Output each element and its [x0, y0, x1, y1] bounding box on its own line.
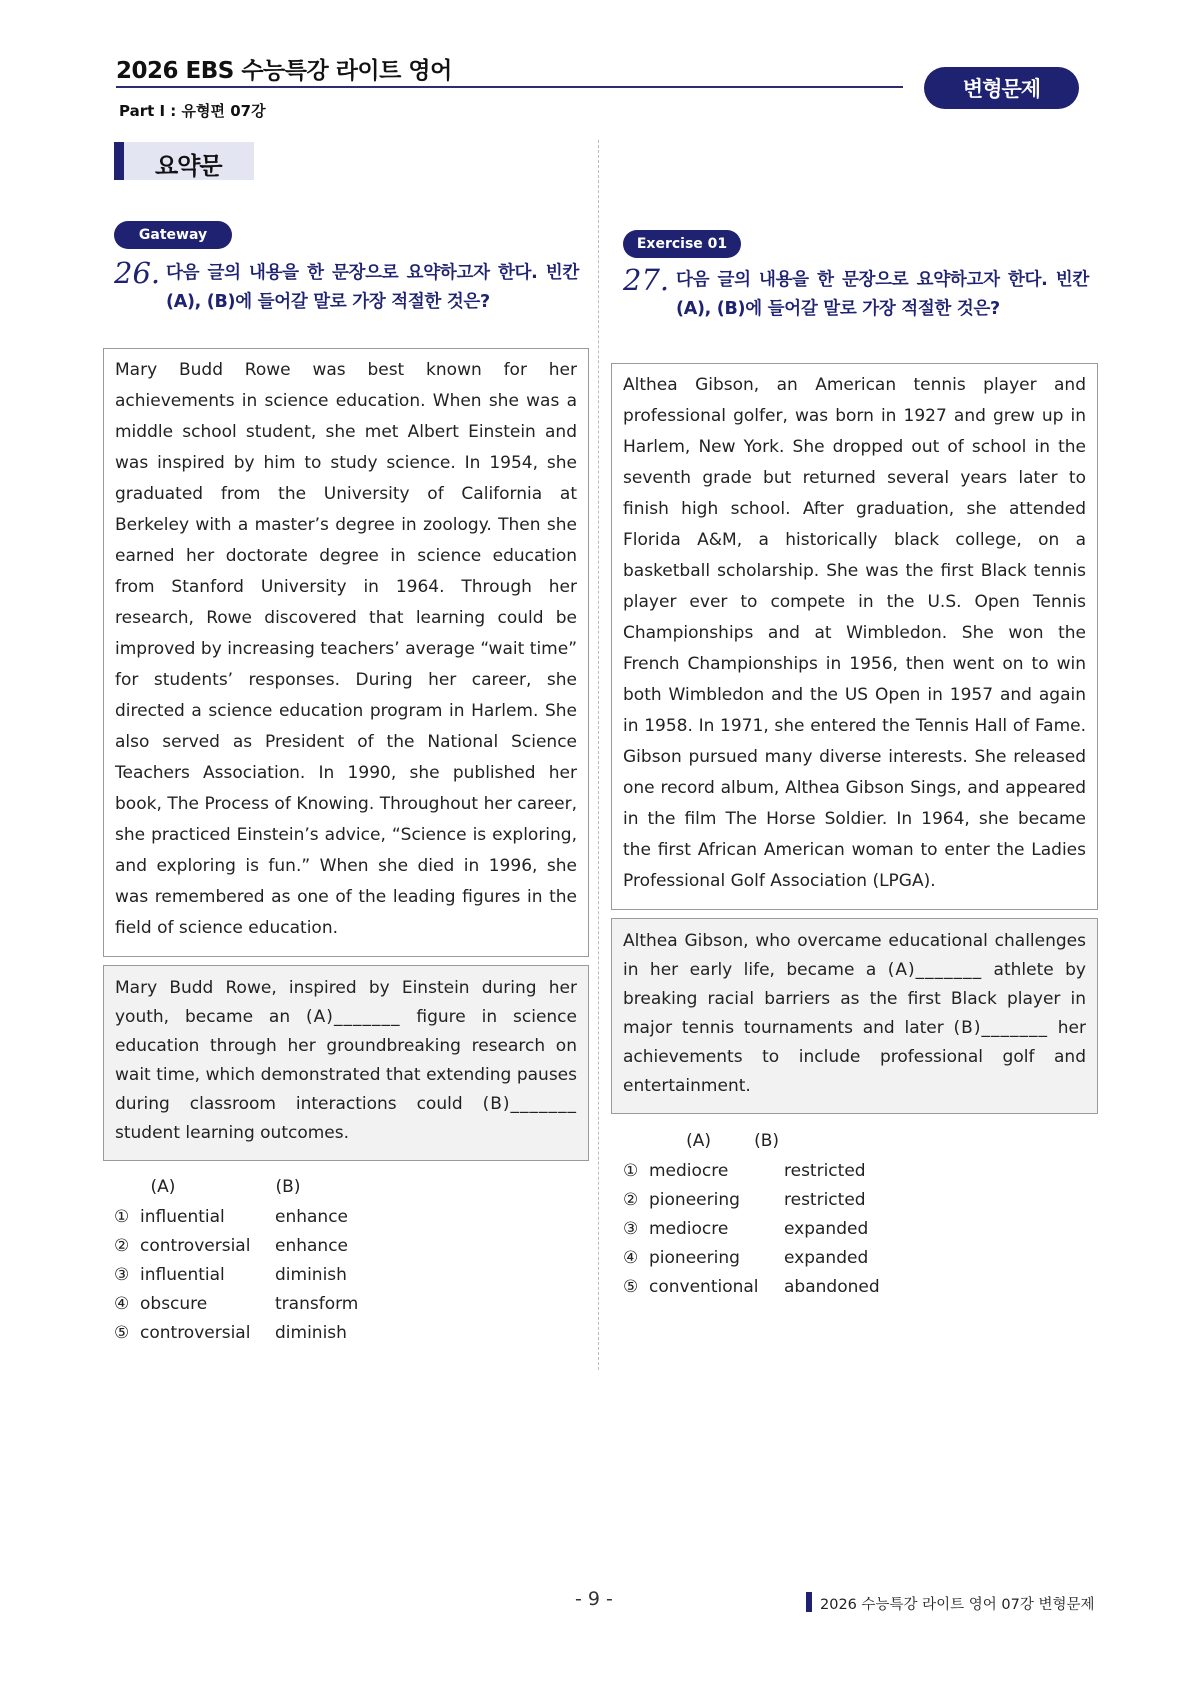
- option-a: obscure: [140, 1293, 208, 1314]
- answer-option[interactable]: [114, 1289, 358, 1318]
- summary-text: her achievements to include professional golf and entertainment.: [623, 1018, 1086, 1096]
- option-a: pioneering: [649, 1189, 740, 1210]
- option-a: controversial: [140, 1235, 251, 1256]
- option-a: mediocre: [649, 1218, 729, 1239]
- answer-option[interactable]: [114, 1231, 358, 1260]
- section-title: 요약문: [155, 152, 222, 180]
- option-b: expanded: [784, 1247, 869, 1268]
- option-a: influential: [140, 1206, 225, 1227]
- options-header-b: (B): [275, 1177, 301, 1197]
- option-number: ③: [623, 1218, 639, 1239]
- answer-option[interactable]: [623, 1185, 880, 1214]
- question-prompt-line2: (A), (B)에 들어갈 말로 가장 적절한 것은?: [676, 299, 1000, 319]
- answer-option[interactable]: [114, 1318, 358, 1347]
- option-b: abandoned: [784, 1276, 880, 1297]
- summary-text: student learning outcomes.: [115, 1123, 350, 1143]
- question-number: 27.: [623, 263, 670, 297]
- page-header-subtitle: Part Ⅰ : 유형편 07강: [119, 102, 266, 120]
- option-a: controversial: [140, 1322, 251, 1343]
- option-number: ①: [623, 1160, 639, 1181]
- summary-text: Althea Gibson, who overcame educational challenges in her early life, became a: [623, 931, 1086, 980]
- answer-options: [114, 1172, 358, 1347]
- option-number: ③: [114, 1264, 130, 1285]
- option-a: pioneering: [649, 1247, 740, 1268]
- summary-sentence-box: [103, 965, 589, 1161]
- option-a: mediocre: [649, 1160, 729, 1181]
- page-header-title: 2026 EBS 수능특강 라이트 영어: [116, 58, 452, 84]
- option-b: restricted: [784, 1189, 866, 1210]
- options-header: [623, 1126, 880, 1156]
- reading-passage: Althea Gibson, an American tennis player and professional golfer, was born in 1927 and grew up in Harlem, New York. She dropped out of school in the seventh grade but returned several years later to finish high school. After graduation, she attended Florida A&M, a historically black college, on a basketball scholarship. She was the first Black tennis player ever to compete in the U.S. Open Tennis Championships and at Wimbledon. She won the French Championships in 1956, then went on to win both Wimbledon and the US Open in 1957 and again in 1958. In 1971, she entered the Tennis Hall of Fame. Gibson pursued many diverse interests. She released one record album, Althea Gibson Sings, and appeared in the film The Horse Soldier. In 1964, she became the first African American woman to enter the Ladies Professional Golf Association (LPGA).: [611, 363, 1098, 910]
- column-divider: [598, 140, 599, 1370]
- question-prompt-line2: (A), (B)에 들어갈 말로 가장 적절한 것은?: [166, 292, 490, 312]
- answer-option[interactable]: [114, 1260, 358, 1289]
- option-number: ⑤: [623, 1276, 639, 1297]
- answer-option[interactable]: [623, 1214, 880, 1243]
- option-number: ④: [623, 1247, 639, 1268]
- summary-text: Mary Budd Rowe, inspired by Einstein during her youth, became an: [115, 978, 577, 1027]
- page-number: - 9 -: [575, 1588, 613, 1610]
- blank-a: (A)_______: [887, 960, 983, 980]
- option-number: ②: [623, 1189, 639, 1210]
- exercise-label: Exercise 01: [623, 230, 741, 258]
- options-header: [114, 1172, 358, 1202]
- option-b: expanded: [784, 1218, 869, 1239]
- answer-option[interactable]: [623, 1272, 880, 1301]
- question-number: 26.: [114, 256, 161, 290]
- option-b: transform: [275, 1293, 359, 1314]
- gateway-label: Gateway: [114, 221, 232, 249]
- question-prompt-line1: 다음 글의 내용을 한 문장으로 요약하고자 한다. 빈칸: [166, 263, 579, 283]
- option-number: ①: [114, 1206, 130, 1227]
- question-prompt: [166, 259, 579, 317]
- option-b: diminish: [275, 1322, 347, 1343]
- option-a: conventional: [649, 1276, 759, 1297]
- blank-b: (B)_______: [953, 1018, 1048, 1038]
- options-header-a: (A): [150, 1177, 176, 1197]
- options-header-b: (B): [754, 1131, 779, 1151]
- summary-text: figure in science education through her groundbreaking research on wait time, which demonstrated that extending pauses during classroom interactions could: [115, 1007, 577, 1114]
- summary-text: athlete by breaking racial barriers as the first Black player in major tennis tournaments and later: [623, 960, 1086, 1038]
- option-b: enhance: [275, 1235, 349, 1256]
- header-rule: [116, 86, 903, 88]
- answer-option[interactable]: [623, 1156, 880, 1185]
- summary-sentence-box: [611, 918, 1098, 1114]
- option-number: ⑤: [114, 1322, 130, 1343]
- answer-option[interactable]: [114, 1202, 358, 1231]
- option-b: enhance: [275, 1206, 349, 1227]
- section-heading-accent: [114, 142, 124, 180]
- question-prompt-line1: 다음 글의 내용을 한 문장으로 요약하고자 한다. 빈칸: [676, 270, 1089, 290]
- option-a: influential: [140, 1264, 225, 1285]
- blank-b: (B)_______: [482, 1094, 577, 1114]
- footer-accent: [806, 1592, 812, 1612]
- options-header-a: (A): [686, 1131, 711, 1151]
- blank-a: (A)_______: [306, 1007, 401, 1027]
- footer-text: 2026 수능특강 라이트 영어 07강 변형문제: [820, 1597, 1095, 1613]
- question-prompt: [676, 266, 1089, 324]
- option-number: ②: [114, 1235, 130, 1256]
- reading-passage: Mary Budd Rowe was best known for her achievements in science education. When she was a middle school student, she met Albert Einstein and was inspired by him to study science. In 1954, she graduated from the University of California at Berkeley with a master’s degree in zoology. Then she earned her doctorate degree in science education from Stanford University in 1964. Through her research, Rowe discovered that learning could be improved by increasing teachers’ average “wait time” for students’ responses. During her career, she directed a science education program in Harlem. She also served as President of the National Science Teachers Association. In 1990, she published her book, The Process of Knowing. Throughout her career, she practiced Einstein’s advice, “Science is exploring, and exploring is fun.” When she died in 1996, she was remembered as one of the leading figures in the field of science education.: [103, 348, 589, 957]
- option-number: ④: [114, 1293, 130, 1314]
- answer-option[interactable]: [623, 1243, 880, 1272]
- option-b: restricted: [784, 1160, 866, 1181]
- option-b: diminish: [275, 1264, 347, 1285]
- variant-badge: 변형문제: [924, 67, 1079, 109]
- answer-options: [623, 1126, 880, 1301]
